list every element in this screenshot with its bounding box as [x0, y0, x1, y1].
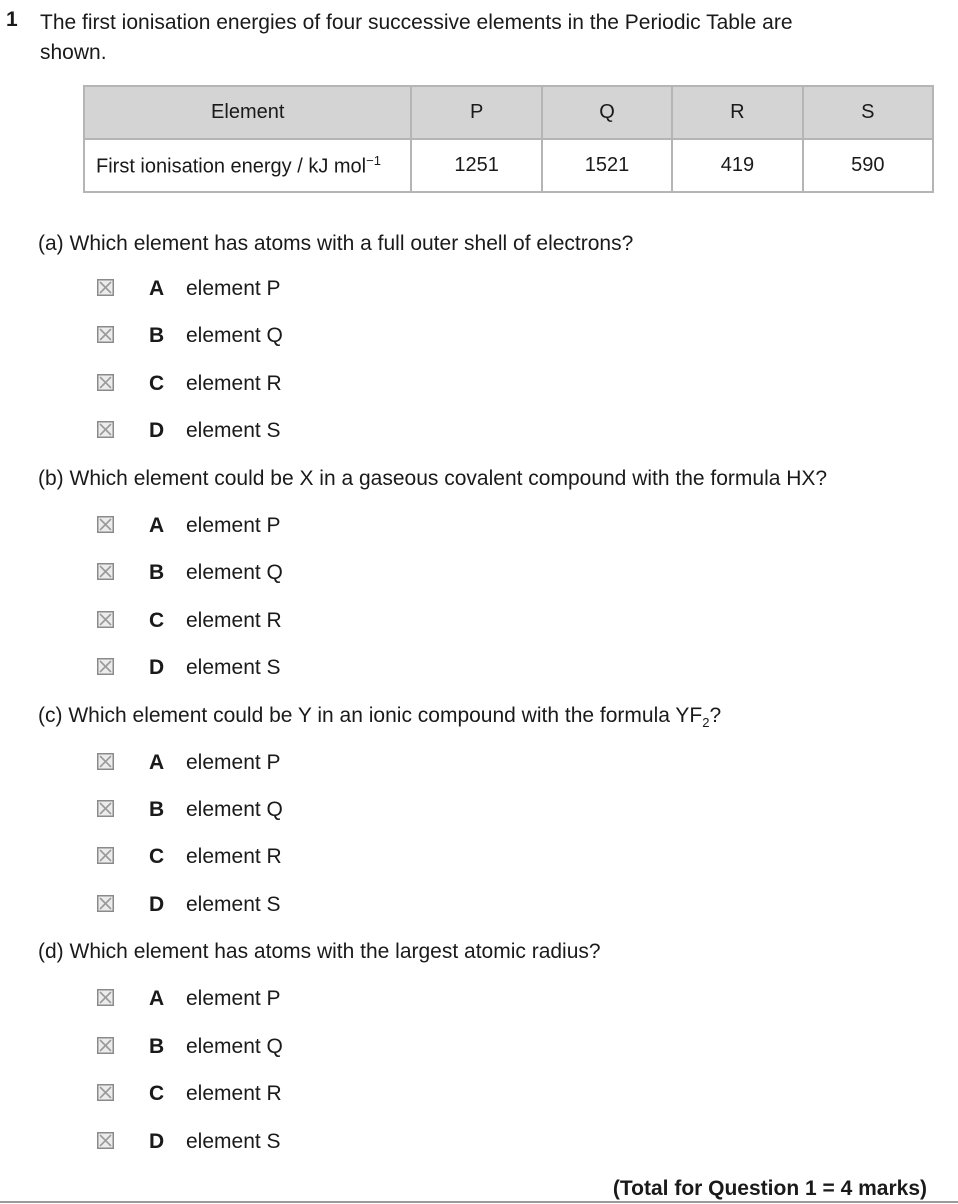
checkbox-cross-icon[interactable]	[97, 611, 114, 628]
option-text: element R	[186, 372, 282, 395]
option-letter: A	[149, 514, 165, 537]
option-text: element S	[186, 419, 281, 442]
energy-r: 419	[672, 139, 802, 192]
part-a-label: (a)	[38, 232, 64, 255]
option-text: element P	[186, 277, 281, 300]
option-letter: D	[149, 1130, 165, 1153]
checkbox-cross-icon[interactable]	[97, 279, 114, 296]
part-b-text: Which element could be X in a gaseous covalent compound with the formula HX?	[69, 467, 828, 490]
energy-q: 1521	[542, 139, 672, 192]
option-text: element P	[186, 751, 281, 774]
option-letter: B	[149, 798, 165, 821]
row-label-text: First ionisation energy / kJ mol	[96, 155, 367, 178]
part-c-question	[38, 704, 721, 730]
option-text: element Q	[186, 1035, 283, 1058]
option-letter: C	[149, 372, 165, 395]
part-d-question	[38, 940, 601, 964]
option-letter: A	[149, 277, 165, 300]
question-number: 1	[6, 8, 18, 31]
option-letter: B	[149, 561, 165, 584]
checkbox-cross-icon[interactable]	[97, 516, 114, 533]
header-element-q: Q	[542, 86, 672, 139]
option-letter: C	[149, 1082, 165, 1105]
option-letter: A	[149, 987, 165, 1010]
checkbox-cross-icon[interactable]	[97, 800, 114, 817]
option-text: element P	[186, 514, 281, 537]
table-header-row	[84, 86, 933, 139]
checkbox-cross-icon[interactable]	[97, 1037, 114, 1054]
row-label-ionisation-energy	[84, 139, 411, 192]
checkbox-cross-icon[interactable]	[97, 753, 114, 770]
part-b-question	[38, 467, 827, 491]
checkbox-cross-icon[interactable]	[97, 326, 114, 343]
bottom-divider	[0, 1201, 958, 1203]
header-element-r: R	[672, 86, 802, 139]
option-text: element P	[186, 987, 281, 1010]
option-letter: D	[149, 893, 165, 916]
option-text: element Q	[186, 324, 283, 347]
part-a-question	[38, 232, 633, 256]
part-c-subscript: 2	[702, 715, 710, 731]
option-letter: A	[149, 751, 165, 774]
option-text: element S	[186, 1130, 281, 1153]
row-label-superscript: −1	[366, 152, 381, 168]
checkbox-cross-icon[interactable]	[97, 895, 114, 912]
option-letter: C	[149, 609, 165, 632]
checkbox-cross-icon[interactable]	[97, 847, 114, 864]
ionisation-energy-table	[83, 85, 934, 193]
option-text: element S	[186, 893, 281, 916]
table-data-row	[84, 139, 933, 192]
checkbox-cross-icon[interactable]	[97, 563, 114, 580]
part-d-text: Which element has atoms with the largest atomic radius?	[69, 940, 601, 963]
option-text: element R	[186, 1082, 282, 1105]
checkbox-cross-icon[interactable]	[97, 421, 114, 438]
part-c-text: Which element could be Y in an ionic compound with the formula YF	[68, 704, 703, 727]
checkbox-cross-icon[interactable]	[97, 374, 114, 391]
header-element-s: S	[803, 86, 933, 139]
part-c-label: (c)	[38, 704, 63, 727]
option-text: element R	[186, 845, 282, 868]
option-letter: D	[149, 656, 165, 679]
checkbox-cross-icon[interactable]	[97, 1132, 114, 1149]
option-letter: D	[149, 419, 165, 442]
part-b-label: (b)	[38, 467, 64, 490]
part-a-text: Which element has atoms with a full outer shell of electrons?	[69, 232, 634, 255]
header-element-label: Element	[84, 86, 411, 139]
option-letter: B	[149, 1035, 165, 1058]
energy-s: 590	[803, 139, 933, 192]
option-letter: B	[149, 324, 165, 347]
checkbox-cross-icon[interactable]	[97, 1084, 114, 1101]
energy-p: 1251	[411, 139, 541, 192]
checkbox-cross-icon[interactable]	[97, 658, 114, 675]
option-text: element Q	[186, 798, 283, 821]
option-letter: C	[149, 845, 165, 868]
checkbox-cross-icon[interactable]	[97, 989, 114, 1006]
part-d-label: (d)	[38, 940, 64, 963]
option-text: element S	[186, 656, 281, 679]
header-element-p: P	[411, 86, 541, 139]
option-text: element R	[186, 609, 282, 632]
option-text: element Q	[186, 561, 283, 584]
part-c-text-end: ?	[709, 704, 722, 727]
total-marks: (Total for Question 1 = 4 marks)	[612, 1177, 927, 1200]
question-intro: The first ionisation energies of four successive elements in the Periodic Table are shown.	[40, 11, 793, 64]
